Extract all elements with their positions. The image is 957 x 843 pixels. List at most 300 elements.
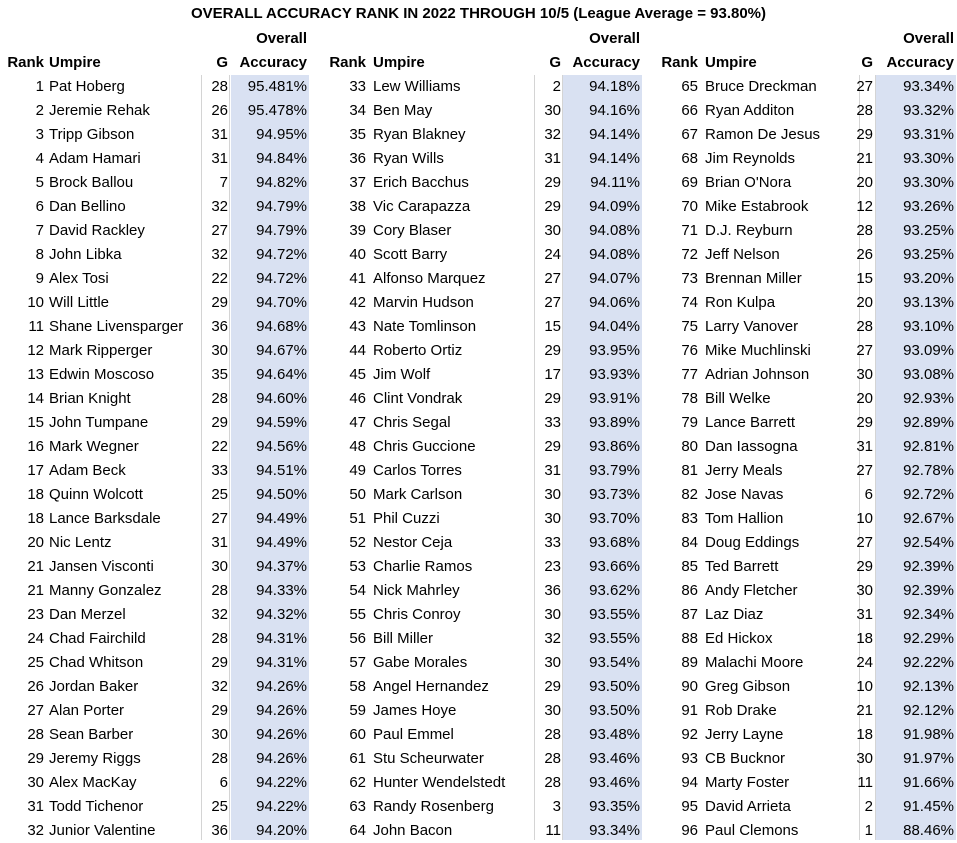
umpire-name-cell: Ted Barrett xyxy=(705,558,779,575)
table-row xyxy=(0,483,310,507)
header-row xyxy=(323,51,643,75)
rank-cell: 8 xyxy=(35,246,44,263)
accuracy-cell: 93.25% xyxy=(903,222,954,239)
rank-cell: 2 xyxy=(35,102,44,119)
umpire-name-cell: Stu Scheurwater xyxy=(373,750,484,767)
games-cell: 28 xyxy=(211,630,228,647)
umpire-name-cell: Paul Emmel xyxy=(373,726,454,743)
accuracy-cell: 93.10% xyxy=(903,318,954,335)
accuracy-cell: 93.30% xyxy=(903,174,954,191)
games-cell: 10 xyxy=(856,510,873,527)
games-cell: 31 xyxy=(211,150,228,167)
umpire-name-cell: Mike Estabrook xyxy=(705,198,809,215)
header-umpire: Umpire xyxy=(705,54,757,71)
games-cell: 20 xyxy=(856,390,873,407)
accuracy-cell: 94.09% xyxy=(589,198,640,215)
accuracy-cell: 94.72% xyxy=(256,246,307,263)
header-accuracy: Accuracy xyxy=(239,54,307,71)
games-cell: 28 xyxy=(544,726,561,743)
games-cell: 28 xyxy=(544,774,561,791)
accuracy-cell: 94.06% xyxy=(589,294,640,311)
ranking-column-2 xyxy=(323,27,643,840)
table-row xyxy=(323,267,643,291)
accuracy-cell: 91.45% xyxy=(903,798,954,815)
table-row xyxy=(657,99,957,123)
accuracy-cell: 94.59% xyxy=(256,414,307,431)
accuracy-cell: 93.66% xyxy=(589,558,640,575)
umpire-name-cell: Bill Miller xyxy=(373,630,433,647)
table-row xyxy=(0,123,310,147)
accuracy-cell: 91.97% xyxy=(903,750,954,767)
table-row xyxy=(657,675,957,699)
header-umpire: Umpire xyxy=(373,54,425,71)
umpire-name-cell: John Libka xyxy=(49,246,122,263)
rank-cell: 24 xyxy=(27,630,44,647)
accuracy-cell: 93.34% xyxy=(903,78,954,95)
rank-cell: 13 xyxy=(27,366,44,383)
rank-cell: 49 xyxy=(349,462,366,479)
table-row xyxy=(0,267,310,291)
header-row-top xyxy=(0,27,310,51)
rank-cell: 31 xyxy=(27,798,44,815)
umpire-name-cell: Erich Bacchus xyxy=(373,174,469,191)
accuracy-cell: 92.12% xyxy=(903,702,954,719)
rank-cell: 26 xyxy=(27,678,44,695)
table-row xyxy=(0,147,310,171)
header-accuracy-top: Overall xyxy=(256,30,307,47)
umpire-name-cell: Dan Bellino xyxy=(49,198,126,215)
header-rank: Rank xyxy=(329,54,366,71)
games-cell: 30 xyxy=(211,726,228,743)
rank-cell: 83 xyxy=(681,510,698,527)
umpire-name-cell: Nick Mahrley xyxy=(373,582,460,599)
header-accuracy: Accuracy xyxy=(572,54,640,71)
accuracy-cell: 92.89% xyxy=(903,414,954,431)
accuracy-cell: 94.26% xyxy=(256,678,307,695)
umpire-name-cell: Will Little xyxy=(49,294,110,311)
accuracy-cell: 91.98% xyxy=(903,726,954,743)
accuracy-cell: 94.60% xyxy=(256,390,307,407)
rank-cell: 87 xyxy=(681,606,698,623)
umpire-name-cell: Alex MacKay xyxy=(49,774,137,791)
rank-cell: 76 xyxy=(681,342,698,359)
games-cell: 29 xyxy=(544,678,561,695)
umpire-name-cell: Mark Carlson xyxy=(373,486,463,503)
table-row xyxy=(657,555,957,579)
header-games: G xyxy=(549,54,561,71)
accuracy-cell: 93.46% xyxy=(589,774,640,791)
table-row xyxy=(657,315,957,339)
umpire-name-cell: Jeff Nelson xyxy=(705,246,780,263)
rank-cell: 95 xyxy=(681,798,698,815)
rank-cell: 75 xyxy=(681,318,698,335)
rank-cell: 64 xyxy=(349,822,366,839)
rank-cell: 3 xyxy=(35,126,44,143)
header-accuracy-top: Overall xyxy=(589,30,640,47)
table-row xyxy=(323,771,643,795)
table-row xyxy=(657,123,957,147)
umpire-name-cell: Phil Cuzzi xyxy=(373,510,440,527)
accuracy-cell: 94.08% xyxy=(589,222,640,239)
games-cell: 27 xyxy=(856,342,873,359)
umpire-name-cell: Jerry Meals xyxy=(705,462,783,479)
umpire-name-cell: Jerry Layne xyxy=(705,726,784,743)
accuracy-cell: 93.48% xyxy=(589,726,640,743)
accuracy-cell: 94.37% xyxy=(256,558,307,575)
table-row xyxy=(657,411,957,435)
rank-cell: 37 xyxy=(349,174,366,191)
table-row xyxy=(0,531,310,555)
table-row xyxy=(0,411,310,435)
rank-cell: 91 xyxy=(681,702,698,719)
rank-cell: 9 xyxy=(35,270,44,287)
table-row xyxy=(323,291,643,315)
header-row xyxy=(0,51,310,75)
games-cell: 31 xyxy=(544,150,561,167)
accuracy-cell: 94.08% xyxy=(589,246,640,263)
table-row xyxy=(0,387,310,411)
umpire-name-cell: Adrian Johnson xyxy=(705,366,810,383)
rank-cell: 63 xyxy=(349,798,366,815)
accuracy-cell: 94.82% xyxy=(256,174,307,191)
accuracy-cell: 92.13% xyxy=(903,678,954,695)
table-row xyxy=(323,123,643,147)
umpire-name-cell: Ron Kulpa xyxy=(705,294,776,311)
umpire-name-cell: Chris Segal xyxy=(373,414,451,431)
table-title: OVERALL ACCURACY RANK IN 2022 THROUGH 10/5 (League Average = 93.80%) xyxy=(190,5,767,22)
table-row xyxy=(657,171,957,195)
rank-cell: 80 xyxy=(681,438,698,455)
rank-cell: 25 xyxy=(27,654,44,671)
games-cell: 27 xyxy=(856,462,873,479)
umpire-name-cell: Ed Hickox xyxy=(705,630,773,647)
umpire-name-cell: Chad Whitson xyxy=(49,654,144,671)
games-cell: 30 xyxy=(856,582,873,599)
rank-cell: 81 xyxy=(681,462,698,479)
games-cell: 28 xyxy=(211,78,228,95)
accuracy-cell: 94.84% xyxy=(256,150,307,167)
accuracy-cell: 92.22% xyxy=(903,654,954,671)
accuracy-cell: 93.20% xyxy=(903,270,954,287)
accuracy-cell: 94.79% xyxy=(256,198,307,215)
games-cell: 29 xyxy=(856,558,873,575)
table-row xyxy=(657,507,957,531)
rank-cell: 43 xyxy=(349,318,366,335)
table-rows xyxy=(0,75,310,843)
accuracy-cell: 88.46% xyxy=(903,822,954,839)
table-row xyxy=(0,627,310,651)
umpire-name-cell: D.J. Reyburn xyxy=(705,222,793,239)
table-row xyxy=(657,195,957,219)
table-row xyxy=(323,699,643,723)
header-accuracy: Accuracy xyxy=(886,54,954,71)
table-row xyxy=(657,627,957,651)
accuracy-cell: 95.478% xyxy=(247,102,307,119)
umpire-name-cell: Scott Barry xyxy=(373,246,448,263)
umpire-name-cell: Tripp Gibson xyxy=(49,126,135,143)
games-cell: 32 xyxy=(211,678,228,695)
table-row xyxy=(657,819,957,843)
table-row xyxy=(323,75,643,99)
accuracy-cell: 94.31% xyxy=(256,654,307,671)
games-cell: 26 xyxy=(856,246,873,263)
rank-cell: 54 xyxy=(349,582,366,599)
games-cell: 29 xyxy=(856,414,873,431)
rank-cell: 48 xyxy=(349,438,366,455)
umpire-name-cell: Charlie Ramos xyxy=(373,558,473,575)
accuracy-cell: 93.91% xyxy=(589,390,640,407)
table-row xyxy=(657,747,957,771)
games-cell: 31 xyxy=(544,462,561,479)
table-row xyxy=(323,819,643,843)
accuracy-cell: 93.70% xyxy=(589,510,640,527)
table-row xyxy=(323,459,643,483)
games-cell: 33 xyxy=(544,414,561,431)
rank-cell: 68 xyxy=(681,150,698,167)
umpire-name-cell: Brian O'Nora xyxy=(705,174,792,191)
rank-cell: 6 xyxy=(35,198,44,215)
accuracy-cell: 92.54% xyxy=(903,534,954,551)
accuracy-cell: 94.04% xyxy=(589,318,640,335)
table-row xyxy=(323,531,643,555)
umpire-name-cell: Chad Fairchild xyxy=(49,630,146,647)
umpire-name-cell: Brock Ballou xyxy=(49,174,134,191)
games-cell: 11 xyxy=(545,822,561,839)
table-row xyxy=(0,99,310,123)
games-cell: 29 xyxy=(211,654,228,671)
rank-cell: 94 xyxy=(681,774,698,791)
rank-cell: 46 xyxy=(349,390,366,407)
rank-cell: 77 xyxy=(681,366,698,383)
games-cell: 28 xyxy=(856,318,873,335)
rank-cell: 12 xyxy=(27,342,44,359)
umpire-name-cell: Nic Lentz xyxy=(49,534,112,551)
rank-cell: 45 xyxy=(349,366,366,383)
table-row xyxy=(657,291,957,315)
umpire-name-cell: Junior Valentine xyxy=(49,822,156,839)
accuracy-cell: 94.79% xyxy=(256,222,307,239)
rank-cell: 58 xyxy=(349,678,366,695)
umpire-name-cell: Bruce Dreckman xyxy=(705,78,817,95)
games-cell: 28 xyxy=(211,390,228,407)
table-row xyxy=(323,171,643,195)
umpire-name-cell: Lance Barksdale xyxy=(49,510,161,527)
umpire-name-cell: Sean Barber xyxy=(49,726,134,743)
games-cell: 27 xyxy=(544,270,561,287)
umpire-name-cell: Alfonso Marquez xyxy=(373,270,486,287)
table-row xyxy=(0,723,310,747)
table-row xyxy=(0,507,310,531)
umpire-name-cell: Brian Knight xyxy=(49,390,131,407)
games-cell: 24 xyxy=(544,246,561,263)
games-cell: 3 xyxy=(552,798,561,815)
accuracy-cell: 93.62% xyxy=(589,582,640,599)
table-row xyxy=(0,771,310,795)
table-row xyxy=(657,579,957,603)
table-row xyxy=(0,291,310,315)
umpire-name-cell: Doug Eddings xyxy=(705,534,800,551)
rank-cell: 38 xyxy=(349,198,366,215)
accuracy-cell: 92.29% xyxy=(903,630,954,647)
games-cell: 24 xyxy=(856,654,873,671)
games-cell: 28 xyxy=(211,582,228,599)
header-rank: Rank xyxy=(7,54,44,71)
rank-cell: 7 xyxy=(35,222,44,239)
accuracy-cell: 93.13% xyxy=(903,294,954,311)
umpire-name-cell: Bill Welke xyxy=(705,390,771,407)
games-cell: 27 xyxy=(211,222,228,239)
rank-cell: 11 xyxy=(28,318,44,335)
rank-cell: 72 xyxy=(681,246,698,263)
games-cell: 29 xyxy=(544,390,561,407)
table-row xyxy=(657,267,957,291)
rank-cell: 61 xyxy=(349,750,366,767)
games-cell: 29 xyxy=(211,414,228,431)
games-cell: 31 xyxy=(856,606,873,623)
table-row xyxy=(323,651,643,675)
games-cell: 29 xyxy=(211,702,228,719)
table-row xyxy=(657,603,957,627)
games-cell: 36 xyxy=(211,822,228,839)
games-cell: 22 xyxy=(211,270,228,287)
umpire-name-cell: Angel Hernandez xyxy=(373,678,489,695)
rank-cell: 10 xyxy=(27,294,44,311)
accuracy-cell: 93.46% xyxy=(589,750,640,767)
accuracy-cell: 92.81% xyxy=(903,438,954,455)
accuracy-cell: 92.93% xyxy=(903,390,954,407)
table-row xyxy=(323,555,643,579)
games-cell: 23 xyxy=(544,558,561,575)
games-cell: 2 xyxy=(864,798,873,815)
games-cell: 28 xyxy=(544,750,561,767)
games-cell: 17 xyxy=(544,366,561,383)
rank-cell: 33 xyxy=(349,78,366,95)
rank-cell: 57 xyxy=(349,654,366,671)
table-row xyxy=(657,531,957,555)
games-cell: 7 xyxy=(219,174,228,191)
accuracy-cell: 94.31% xyxy=(256,630,307,647)
games-cell: 6 xyxy=(864,486,873,503)
accuracy-cell: 93.35% xyxy=(589,798,640,815)
games-cell: 31 xyxy=(211,126,228,143)
table-row xyxy=(657,771,957,795)
accuracy-cell: 93.86% xyxy=(589,438,640,455)
rank-cell: 84 xyxy=(681,534,698,551)
rank-cell: 34 xyxy=(349,102,366,119)
ranking-column-3 xyxy=(657,27,957,840)
games-cell: 18 xyxy=(856,726,873,743)
table-row xyxy=(0,315,310,339)
games-cell: 21 xyxy=(856,150,873,167)
table-row xyxy=(323,507,643,531)
table-row xyxy=(323,243,643,267)
accuracy-cell: 94.70% xyxy=(256,294,307,311)
table-row xyxy=(0,603,310,627)
table-row xyxy=(657,483,957,507)
rank-cell: 71 xyxy=(681,222,698,239)
accuracy-cell: 91.66% xyxy=(903,774,954,791)
accuracy-cell: 93.79% xyxy=(589,462,640,479)
table-row xyxy=(657,75,957,99)
games-cell: 36 xyxy=(544,582,561,599)
games-cell: 18 xyxy=(856,630,873,647)
umpire-name-cell: Tom Hallion xyxy=(705,510,784,527)
header-row xyxy=(657,51,957,75)
rank-cell: 73 xyxy=(681,270,698,287)
games-cell: 30 xyxy=(544,510,561,527)
umpire-name-cell: John Bacon xyxy=(373,822,453,839)
table-row xyxy=(323,339,643,363)
umpire-name-cell: Alex Tosi xyxy=(49,270,109,287)
games-cell: 29 xyxy=(544,198,561,215)
umpire-name-cell: Vic Carapazza xyxy=(373,198,471,215)
umpire-name-cell: Edwin Moscoso xyxy=(49,366,155,383)
rank-cell: 18 xyxy=(27,510,44,527)
accuracy-cell: 92.67% xyxy=(903,510,954,527)
games-cell: 30 xyxy=(544,486,561,503)
rank-cell: 41 xyxy=(349,270,366,287)
table-row xyxy=(0,747,310,771)
table-row xyxy=(657,219,957,243)
games-cell: 27 xyxy=(211,510,228,527)
table-row xyxy=(0,243,310,267)
accuracy-cell: 94.56% xyxy=(256,438,307,455)
games-cell: 30 xyxy=(856,750,873,767)
umpire-name-cell: Clint Vondrak xyxy=(373,390,463,407)
rank-cell: 20 xyxy=(27,534,44,551)
rank-cell: 16 xyxy=(27,438,44,455)
table-row xyxy=(0,675,310,699)
table-row xyxy=(323,387,643,411)
rank-cell: 59 xyxy=(349,702,366,719)
accuracy-cell: 94.11% xyxy=(590,174,640,191)
accuracy-cell: 92.39% xyxy=(903,582,954,599)
rank-cell: 5 xyxy=(35,174,44,191)
umpire-name-cell: Paul Clemons xyxy=(705,822,799,839)
umpire-name-cell: Jeremie Rehak xyxy=(49,102,150,119)
table-row xyxy=(323,603,643,627)
rank-cell: 28 xyxy=(27,726,44,743)
games-cell: 1 xyxy=(864,822,873,839)
rank-cell: 90 xyxy=(681,678,698,695)
umpire-name-cell: Lance Barrett xyxy=(705,414,796,431)
umpire-name-cell: Gabe Morales xyxy=(373,654,468,671)
rank-cell: 36 xyxy=(349,150,366,167)
umpire-name-cell: Ben May xyxy=(373,102,433,119)
table-row xyxy=(657,651,957,675)
accuracy-cell: 94.95% xyxy=(256,126,307,143)
rank-cell: 42 xyxy=(349,294,366,311)
umpire-name-cell: Randy Rosenberg xyxy=(373,798,494,815)
accuracy-cell: 93.93% xyxy=(589,366,640,383)
games-cell: 15 xyxy=(544,318,561,335)
table-row xyxy=(323,219,643,243)
games-cell: 21 xyxy=(856,702,873,719)
umpire-name-cell: Brennan Miller xyxy=(705,270,802,287)
umpire-name-cell: Jansen Visconti xyxy=(49,558,154,575)
rank-cell: 21 xyxy=(27,582,44,599)
accuracy-cell: 94.14% xyxy=(589,150,640,167)
header-games: G xyxy=(861,54,873,71)
rank-cell: 62 xyxy=(349,774,366,791)
umpire-name-cell: Jim Wolf xyxy=(373,366,431,383)
umpire-name-cell: Lew Williams xyxy=(373,78,461,95)
games-cell: 27 xyxy=(856,534,873,551)
rank-cell: 67 xyxy=(681,126,698,143)
table-row xyxy=(657,243,957,267)
games-cell: 28 xyxy=(856,102,873,119)
games-cell: 31 xyxy=(856,438,873,455)
